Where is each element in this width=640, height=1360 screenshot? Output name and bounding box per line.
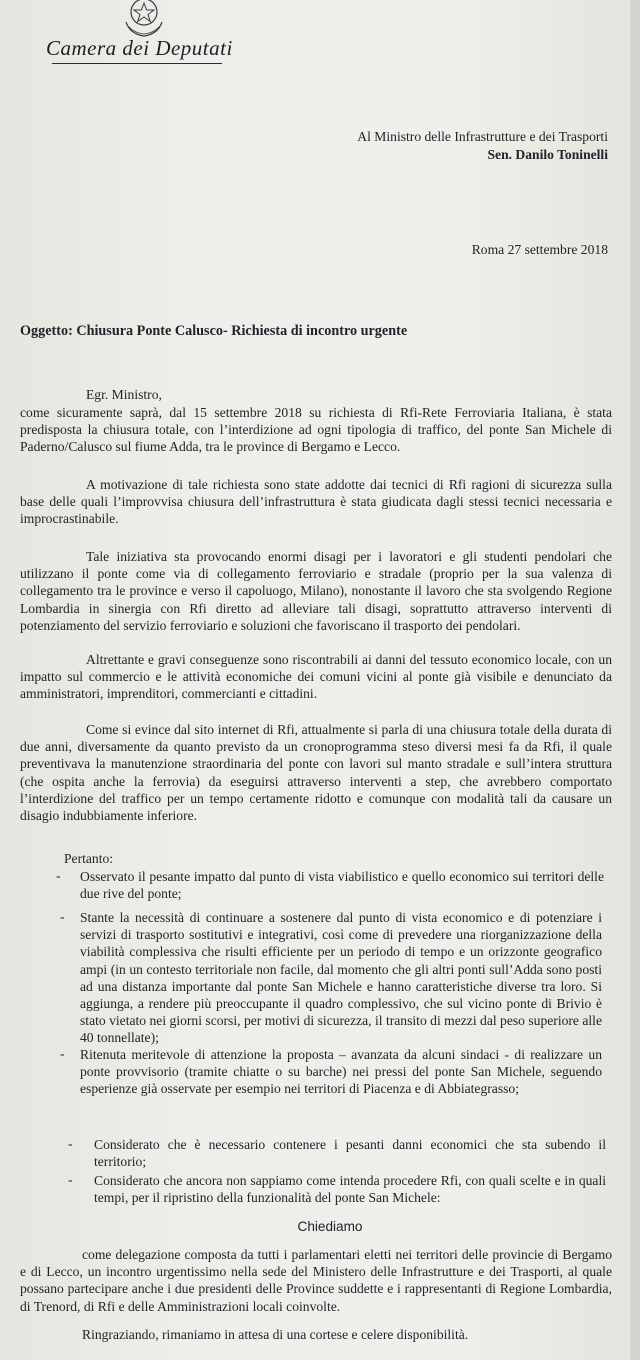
bullet-1: Osservato il pesante impatto dal punto di vista viabilistico e quello economico sui territori delle due rive del ponte; <box>80 869 604 902</box>
recipient-name: Sen. Danilo Toninelli <box>487 147 608 162</box>
bullet-dash: - <box>68 1172 73 1187</box>
emblem-icon <box>118 0 170 38</box>
camera-logo: Camera dei Deputati <box>46 36 233 60</box>
bullet-dash: - <box>68 1136 73 1151</box>
bullet-5: Considerato che ancora non sappiamo come intenda procedere Rfi, con quali scelte e in quali tempi, per il ripristino della funzionalità del ponte San Michele: <box>94 1173 606 1206</box>
salutation: Egr. Ministro, <box>86 387 162 402</box>
logo-underline <box>52 63 222 64</box>
paragraph-1: come sicuramente saprà, dal 15 settembre 2018 su richiesta di Rfi-Rete Ferroviaria Italiana, è stata predisposta la chiusura totale, con l’interdizione ad ogni tipologia di traffico, del ponte San Michele di Paderno/Calusco sul fiume Adda, tra le province di Bergamo e Lecco. <box>20 405 612 455</box>
bullet-4: Considerato che è necessario contenere i pesanti danni economici che sta subendo il territorio; <box>94 1137 606 1170</box>
paragraph-3: Tale iniziativa sta provocando enormi disagi per i lavoratori e gli studenti pendolari che utilizzano il ponte come via di collegamento ferroviario e stradale (proprio per la sua valenza di collegamento tra le province e verso il capoluogo, Milano), nonostante il lavoro che sta svolgendo Regione Lombardia in sinergia con Rfi diretto ad alleviare tali disagi, soprattutto attraverso interventi di potenziamento del servizio ferroviario e soluzioni che favoriscano il trasporto dei pendolari. <box>20 549 612 633</box>
paragraph-4: Altrettante e gravi conseguenze sono riscontrabili ai danni del tessuto economico locale, con un impatto sul commercio e le attività economiche dei comuni vicini al ponte già visibile e denunciato da amministratori, imprenditori, commercianti e cittadini. <box>20 652 612 702</box>
paragraph-5: Come si evince dal sito internet di Rfi, attualmente si parla di una chiusura totale della durata di due anni, diversamente da quanto previsto da un cronoprogramma steso diversi mesi fa da Rfi, il quale preventivava la manutenzione straordinaria del ponte con lavori sul manto stradale e sull’intera struttura (che ospita anche la ferrovia) da eseguirsi attraverso interventi a step, che avrebbero comportato l’interdizione del traffico per un tempo certamente ridotto e comunque con modalità tali da causare un disagio indubbiamente inferiore. <box>20 722 612 824</box>
request-paragraph: come delegazione composta da tutti i parlamentari eletti nei territori delle provincie di Bergamo e di Lecco, un incontro urgentissimo nella sede del Ministero delle Infrastrutture e dei Trasporti, al quale possano partecipare anche i due presidenti delle Province suddette e i rappresentanti di Regione Lombardia, di Trenord, di Rfi e delle Amministrazioni locali coinvolte. <box>20 1247 612 1314</box>
bullet-3: Ritenuta meritevole di attenzione la proposta – avanzata da alcuni sindaci - di realizzare un ponte provvisorio (tramite chiatte o su barche) nei pressi del ponte San Michele, seguendo esperienze già osservate per esempio nei territori di Piacenza e di Abbiategrasso; <box>80 1047 602 1097</box>
bullet-dash: - <box>60 909 65 924</box>
paragraph-2: A motivazione di tale richiesta sono state addotte dai tecnici di Rfi ragioni di sicurezza sulla base delle quali l’improvvisa chiusura dell’infrastruttura è stata giudicata dagli stessi tecnici necessaria e improcrastinabile. <box>20 477 612 527</box>
page-edge <box>630 0 640 1360</box>
bullet-dash: - <box>56 868 61 883</box>
letter-date: Roma 27 settembre 2018 <box>471 242 608 257</box>
recipient-line: Al Ministro delle Infrastrutture e dei Trasporti <box>357 129 608 144</box>
bullet-2: Stante la necessità di continuare a sostenere dal punto di vista economico e di potenziare i servizi di trasporto sostitutivi e integrativi, così come di prevedere una riorganizzazione della viabilità complessiva che risulti efficiente per un periodo di tempo e un orizzonte geografico ampi (in un contesto territoriale non facile, dal momento che gli altri ponti sull’Adda sono posti ad una distanza importante dal ponte San Michele e hanno caratteristiche diverse tra loro. Si aggiunga, a rendere più preoccupante il quadro complessivo, che sul vicino ponte di Brivio è stato vietato nei giorni scorsi, per motivi di sicurezza, il transito di mezzi dal peso superiore alle 40 tonnellate); <box>80 910 602 1046</box>
letter-subject: Oggetto: Chiusura Ponte Calusco- Richiesta di incontro urgente <box>20 323 408 339</box>
pertanto-label: Pertanto: <box>64 851 114 866</box>
bullet-dash: - <box>60 1046 65 1061</box>
closing-line: Ringraziando, rimaniamo in attesa di una cortese e celere disponibilità. <box>82 1327 469 1342</box>
chiediamo-heading: Chiediamo <box>297 1219 363 1234</box>
